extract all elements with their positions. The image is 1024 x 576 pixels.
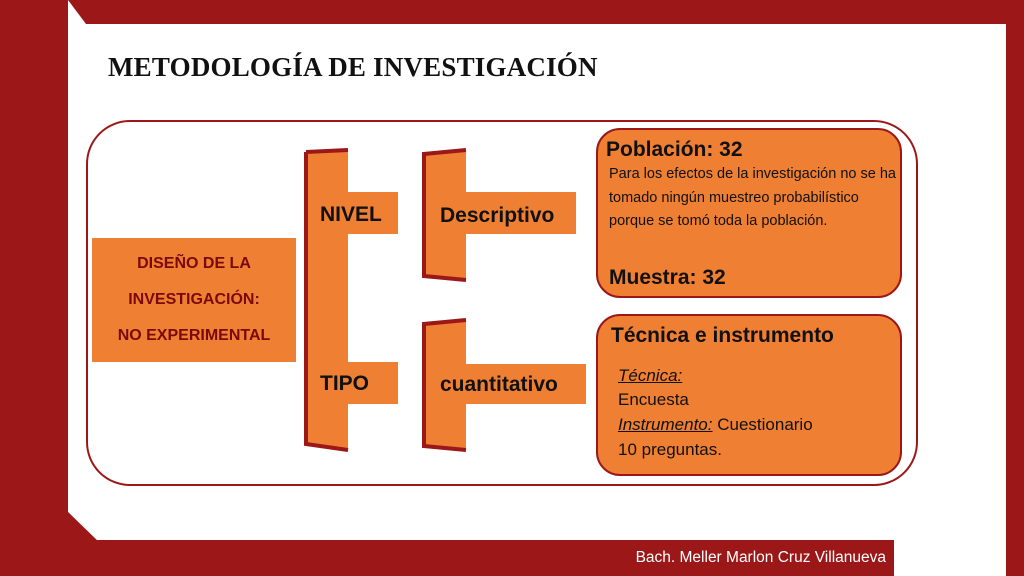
descriptivo-label: Descriptivo	[440, 204, 555, 227]
footer-author: Bach. Meller Marlon Cruz Villanueva	[635, 549, 886, 566]
instrumento-label: Instrumento:	[618, 415, 713, 434]
tecnica-label: Técnica:	[618, 366, 683, 385]
design-line-1: DISEÑO DE LA	[137, 255, 251, 272]
design-line-2: INVESTIGACIÓN:	[128, 291, 260, 308]
poblacion-description: Para los efectos de la investigación no se ha tomado ningún muestreo probabilístico porque se tomó toda la población.	[609, 166, 896, 229]
design-line-3: NO EXPERIMENTAL	[117, 327, 271, 344]
instrumento-detail: 10 preguntas.	[618, 440, 722, 459]
tipo-label: TIPO	[320, 372, 370, 395]
instrumento-value: Cuestionario	[712, 415, 813, 434]
poblacion-heading: Población: 32	[606, 138, 743, 161]
slide-title: METODOLOGÍA DE INVESTIGACIÓN	[108, 52, 598, 82]
muestra-heading: Muestra: 32	[609, 266, 726, 289]
tecnica-value: Encuesta	[618, 390, 689, 409]
footer-bar	[130, 540, 894, 576]
nivel-label: NIVEL	[320, 203, 382, 226]
tecnica-heading: Técnica e instrumento	[611, 324, 834, 347]
main-bracket	[306, 150, 398, 450]
cuantitativo-label: cuantitativo	[440, 373, 558, 396]
instrumento-line	[618, 415, 813, 435]
